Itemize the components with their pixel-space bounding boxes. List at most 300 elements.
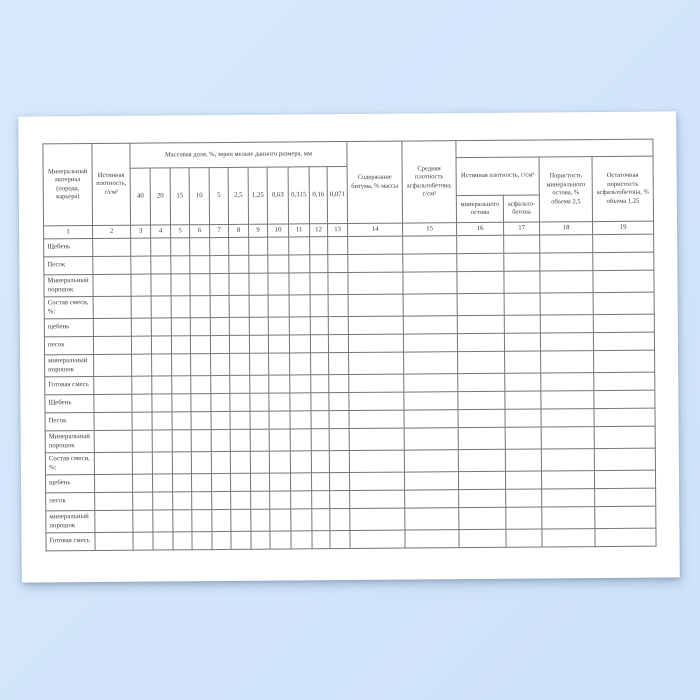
- header-mass-fraction-group: Массовая доля, %, зерен мельче данного размера, мм: [130, 142, 347, 169]
- empty-cell: [350, 472, 405, 490]
- empty-cell: [289, 273, 310, 295]
- empty-cell: [190, 238, 210, 256]
- empty-cell: [212, 531, 231, 549]
- empty-cell: [405, 530, 459, 548]
- empty-cell: [403, 236, 457, 254]
- column-number: 3: [131, 225, 151, 238]
- empty-cell: [249, 295, 268, 317]
- empty-cell: [152, 474, 172, 492]
- empty-cell: [93, 336, 131, 354]
- empty-cell: [93, 256, 131, 274]
- empty-cell: [192, 492, 212, 510]
- empty-cell: [595, 470, 656, 488]
- empty-cell: [457, 315, 504, 333]
- empty-cell: [151, 318, 171, 336]
- empty-cell: [94, 412, 132, 430]
- empty-cell: [457, 293, 504, 315]
- empty-cell: [348, 254, 403, 272]
- empty-cell: [540, 271, 593, 293]
- header-residual-porosity: Остаточная пористость асфальтобетона, % объема 1,25: [592, 156, 654, 221]
- empty-cell: [329, 393, 349, 411]
- empty-cell: [212, 491, 231, 509]
- empty-cell: [504, 271, 540, 293]
- empty-cell: [212, 509, 231, 531]
- empty-cell: [540, 293, 593, 315]
- empty-cell: [594, 448, 655, 470]
- empty-cell: [269, 473, 290, 491]
- empty-cell: [542, 529, 595, 547]
- empty-cell: [94, 474, 132, 492]
- empty-cell: [593, 270, 654, 292]
- empty-cell: [594, 350, 655, 372]
- empty-cell: [595, 488, 656, 506]
- empty-cell: [210, 335, 229, 353]
- empty-cell: [151, 238, 171, 256]
- column-number: 17: [504, 222, 540, 235]
- empty-cell: [330, 490, 350, 508]
- empty-cell: [269, 411, 290, 429]
- empty-cell: [192, 532, 212, 550]
- empty-cell: [251, 491, 270, 509]
- header-true-density-group: Истинная плотность, г/см³: [456, 157, 539, 196]
- empty-cell: [504, 235, 540, 253]
- empty-cell: [594, 408, 655, 426]
- empty-cell: [230, 429, 250, 451]
- empty-cell: [350, 530, 405, 548]
- empty-cell: [249, 335, 268, 353]
- empty-cell: [595, 506, 656, 528]
- table-header: [43, 139, 654, 239]
- empty-cell: [312, 491, 330, 509]
- column-number: 7: [210, 224, 229, 237]
- empty-cell: [151, 274, 171, 296]
- empty-cell: [152, 430, 172, 452]
- empty-cell: [210, 317, 229, 335]
- column-number: 9: [249, 224, 268, 237]
- empty-cell: [250, 411, 269, 429]
- empty-cell: [132, 412, 152, 430]
- empty-cell: [93, 238, 131, 256]
- row-label: Щебень: [44, 239, 93, 257]
- header-asphalt-concrete: асфальто-бетона: [503, 195, 539, 222]
- empty-cell: [310, 273, 328, 295]
- header-sieve-size: 5: [209, 167, 228, 224]
- empty-cell: [403, 334, 457, 352]
- empty-cell: [457, 271, 504, 293]
- empty-cell: [190, 296, 210, 318]
- empty-cell: [311, 429, 329, 451]
- empty-cell: [131, 238, 151, 256]
- empty-cell: [329, 451, 349, 473]
- empty-cell: [312, 531, 330, 549]
- empty-cell: [132, 354, 152, 376]
- empty-cell: [330, 508, 350, 530]
- empty-cell: [310, 317, 328, 335]
- empty-cell: [506, 471, 542, 489]
- empty-cell: [349, 392, 404, 410]
- empty-cell: [310, 335, 328, 353]
- row-label: щебень: [44, 319, 93, 337]
- empty-cell: [291, 531, 312, 549]
- empty-cell: [458, 373, 505, 391]
- empty-cell: [349, 374, 404, 392]
- empty-cell: [404, 392, 458, 410]
- header-bitumen-content: Содержание битума, % массы: [347, 141, 403, 223]
- empty-cell: [458, 351, 505, 373]
- empty-cell: [404, 374, 458, 392]
- empty-cell: [172, 354, 191, 376]
- empty-cell: [348, 236, 403, 254]
- empty-cell: [348, 334, 403, 352]
- empty-cell: [459, 471, 506, 489]
- row-label: минеральный порошок: [46, 511, 95, 533]
- empty-cell: [289, 255, 310, 273]
- empty-cell: [312, 509, 330, 531]
- empty-cell: [172, 412, 191, 430]
- empty-cell: [132, 394, 152, 412]
- empty-cell: [152, 376, 172, 394]
- empty-cell: [210, 237, 229, 255]
- empty-cell: [289, 295, 310, 317]
- empty-cell: [268, 295, 289, 317]
- empty-cell: [540, 333, 593, 351]
- empty-cell: [191, 376, 211, 394]
- empty-cell: [504, 333, 540, 351]
- empty-cell: [311, 473, 329, 491]
- row-label: Готовая смесь: [45, 377, 94, 395]
- empty-cell: [210, 255, 229, 273]
- row-label: Состав смеси, %:: [45, 453, 94, 475]
- empty-cell: [593, 252, 654, 270]
- empty-cell: [311, 411, 329, 429]
- header-avg-density: Средняя плотность асфальтобетона, г/см³: [402, 141, 457, 223]
- empty-cell: [541, 409, 594, 427]
- column-number: 18: [540, 222, 593, 235]
- empty-cell: [190, 274, 210, 296]
- empty-cell: [229, 237, 249, 255]
- header-sieve-size: 2,5: [228, 167, 248, 224]
- header-sieve-size: 0,071: [327, 167, 347, 224]
- empty-cell: [594, 390, 655, 408]
- empty-cell: [541, 351, 594, 373]
- column-number: 1: [44, 226, 93, 239]
- empty-cell: [251, 509, 270, 531]
- empty-cell: [595, 528, 656, 546]
- empty-cell: [250, 353, 269, 375]
- empty-cell: [504, 293, 540, 315]
- empty-cell: [211, 429, 230, 451]
- empty-cell: [171, 296, 190, 318]
- empty-cell: [229, 295, 249, 317]
- empty-cell: [190, 256, 210, 274]
- empty-cell: [131, 318, 151, 336]
- empty-cell: [350, 490, 405, 508]
- column-number: 2: [93, 225, 131, 238]
- empty-cell: [541, 427, 594, 449]
- empty-cell: [191, 412, 211, 430]
- empty-cell: [289, 335, 310, 353]
- empty-cell: [290, 429, 311, 451]
- empty-cell: [230, 393, 250, 411]
- empty-cell: [542, 489, 595, 507]
- header-mineral-skeleton: минерального остова: [456, 195, 503, 222]
- empty-cell: [249, 255, 268, 273]
- header-sieve-size: 15: [170, 168, 189, 225]
- empty-cell: [290, 393, 311, 411]
- empty-cell: [330, 530, 350, 548]
- empty-cell: [131, 256, 151, 274]
- empty-cell: [506, 507, 542, 529]
- empty-cell: [132, 430, 152, 452]
- empty-cell: [328, 317, 348, 335]
- empty-cell: [290, 473, 311, 491]
- empty-cell: [594, 426, 655, 448]
- empty-cell: [133, 492, 153, 510]
- empty-cell: [131, 274, 151, 296]
- empty-cell: [329, 375, 349, 393]
- empty-cell: [403, 294, 457, 316]
- row-label: Песок: [44, 257, 93, 275]
- empty-cell: [542, 471, 595, 489]
- column-number: 13: [328, 224, 348, 237]
- empty-cell: [504, 315, 540, 333]
- empty-cell: [250, 429, 269, 451]
- row-label: Щебень: [45, 395, 94, 413]
- empty-cell: [211, 375, 230, 393]
- empty-cell: [268, 273, 289, 295]
- empty-cell: [505, 391, 541, 409]
- empty-cell: [133, 532, 153, 550]
- empty-cell: [505, 449, 541, 471]
- empty-cell: [151, 336, 171, 354]
- empty-cell: [152, 394, 172, 412]
- empty-cell: [290, 451, 311, 473]
- empty-cell: [210, 295, 229, 317]
- column-number: 8: [229, 224, 249, 237]
- column-number: 4: [151, 225, 171, 238]
- empty-cell: [132, 376, 152, 394]
- empty-cell: [328, 273, 348, 295]
- empty-cell: [152, 452, 172, 474]
- empty-cell: [230, 411, 250, 429]
- empty-cell: [594, 372, 655, 390]
- empty-cell: [249, 317, 268, 335]
- empty-cell: [95, 532, 133, 550]
- empty-cell: [506, 489, 542, 507]
- empty-cell: [505, 409, 541, 427]
- header-sieve-size: 0,315: [288, 167, 309, 224]
- empty-cell: [269, 429, 290, 451]
- empty-cell: [172, 430, 191, 452]
- empty-cell: [230, 451, 250, 473]
- table-body: [44, 234, 656, 551]
- column-number: 14: [348, 223, 403, 236]
- empty-cell: [173, 510, 192, 532]
- column-number: 16: [457, 222, 504, 235]
- empty-cell: [249, 273, 268, 295]
- column-number: 19: [593, 221, 654, 234]
- empty-cell: [349, 428, 404, 450]
- empty-cell: [269, 353, 290, 375]
- empty-cell: [290, 353, 311, 375]
- column-number: 5: [171, 225, 190, 238]
- empty-cell: [230, 353, 250, 375]
- empty-cell: [93, 274, 131, 296]
- empty-cell: [230, 473, 250, 491]
- empty-cell: [405, 472, 459, 490]
- empty-cell: [457, 253, 504, 271]
- empty-cell: [192, 510, 212, 532]
- empty-cell: [94, 394, 132, 412]
- empty-cell: [151, 256, 171, 274]
- row-label: Состав смеси, %:: [44, 297, 93, 319]
- empty-cell: [593, 332, 654, 350]
- column-number: 12: [310, 224, 328, 237]
- empty-cell: [230, 375, 250, 393]
- empty-cell: [132, 452, 152, 474]
- document-page: [18, 111, 680, 582]
- empty-cell: [133, 510, 153, 532]
- empty-cell: [329, 411, 349, 429]
- row-label: песок: [44, 337, 93, 355]
- empty-cell: [593, 292, 654, 314]
- empty-cell: [348, 316, 403, 334]
- empty-cell: [328, 255, 348, 273]
- empty-cell: [505, 373, 541, 391]
- empty-cell: [268, 317, 289, 335]
- empty-cell: [404, 410, 458, 428]
- empty-cell: [191, 430, 211, 452]
- empty-cell: [172, 452, 191, 474]
- empty-cell: [311, 353, 329, 375]
- empty-cell: [311, 393, 329, 411]
- empty-cell: [94, 376, 132, 394]
- header-sieve-size: 1,25: [248, 167, 267, 224]
- empty-cell: [459, 489, 506, 507]
- column-number: 6: [190, 225, 210, 238]
- empty-cell: [152, 412, 172, 430]
- empty-cell: [173, 532, 192, 550]
- empty-cell: [270, 491, 291, 509]
- empty-cell: [151, 296, 171, 318]
- row-label: щебень: [45, 475, 94, 493]
- empty-cell: [229, 255, 249, 273]
- table-row: [46, 528, 656, 551]
- header-sieve-size: 0,63: [267, 167, 288, 224]
- empty-cell: [93, 318, 131, 336]
- empty-cell: [540, 235, 593, 253]
- empty-cell: [290, 411, 311, 429]
- empty-cell: [172, 474, 191, 492]
- column-number: 11: [289, 224, 310, 237]
- empty-cell: [229, 273, 249, 295]
- empty-cell: [171, 274, 190, 296]
- empty-cell: [329, 472, 349, 490]
- empty-cell: [269, 451, 290, 473]
- empty-cell: [190, 318, 210, 336]
- empty-cell: [311, 451, 329, 473]
- empty-cell: [459, 507, 506, 529]
- empty-cell: [173, 492, 192, 510]
- empty-cell: [95, 492, 133, 510]
- empty-cell: [268, 335, 289, 353]
- empty-cell: [403, 316, 457, 334]
- empty-cell: [93, 296, 131, 318]
- empty-cell: [504, 253, 540, 271]
- empty-cell: [328, 237, 348, 255]
- empty-cell: [153, 532, 173, 550]
- empty-cell: [250, 473, 269, 491]
- empty-cell: [404, 428, 458, 450]
- empty-cell: [458, 449, 505, 471]
- empty-cell: [211, 393, 230, 411]
- empty-cell: [95, 510, 133, 532]
- empty-cell: [328, 335, 348, 353]
- empty-cell: [211, 451, 230, 473]
- empty-cell: [457, 333, 504, 351]
- empty-cell: [249, 237, 268, 255]
- empty-cell: [404, 450, 458, 472]
- empty-cell: [131, 296, 151, 318]
- empty-cell: [505, 351, 541, 373]
- empty-cell: [593, 314, 654, 332]
- empty-cell: [210, 273, 229, 295]
- empty-cell: [269, 393, 290, 411]
- empty-cell: [211, 411, 230, 429]
- empty-cell: [171, 238, 190, 256]
- empty-cell: [458, 391, 505, 409]
- empty-cell: [405, 508, 459, 530]
- empty-cell: [506, 529, 542, 547]
- empty-cell: [94, 354, 132, 376]
- empty-cell: [328, 295, 348, 317]
- row-label: минеральный порошок: [45, 355, 94, 377]
- header-mineral-material: Минеральный материал (порода, карьера): [43, 144, 93, 226]
- header-sieve-size: 10: [189, 168, 209, 225]
- empty-cell: [270, 509, 291, 531]
- empty-cell: [348, 272, 403, 294]
- row-label: Минеральный порошок: [44, 275, 93, 297]
- empty-cell: [542, 507, 595, 529]
- empty-cell: [172, 394, 191, 412]
- empty-cell: [191, 354, 211, 376]
- header-sieve-size: 20: [150, 168, 170, 225]
- lab-form-table: [42, 139, 656, 552]
- empty-cell: [269, 375, 290, 393]
- empty-cell: [250, 375, 269, 393]
- column-number: 10: [268, 224, 289, 237]
- empty-cell: [290, 375, 311, 393]
- row-label: песок: [46, 493, 95, 511]
- empty-cell: [310, 237, 328, 255]
- empty-cell: [270, 531, 291, 549]
- empty-cell: [171, 336, 190, 354]
- empty-cell: [593, 234, 654, 252]
- empty-cell: [131, 336, 151, 354]
- empty-cell: [310, 295, 328, 317]
- empty-cell: [349, 352, 404, 374]
- empty-cell: [289, 317, 310, 335]
- empty-cell: [172, 376, 191, 394]
- header-empty-band: [456, 139, 653, 158]
- header-sieve-size: 40: [130, 168, 150, 225]
- header-sieve-size: 0,16: [309, 167, 327, 224]
- empty-cell: [153, 492, 173, 510]
- empty-cell: [404, 352, 458, 374]
- empty-cell: [459, 529, 506, 547]
- empty-cell: [405, 490, 459, 508]
- empty-cell: [458, 427, 505, 449]
